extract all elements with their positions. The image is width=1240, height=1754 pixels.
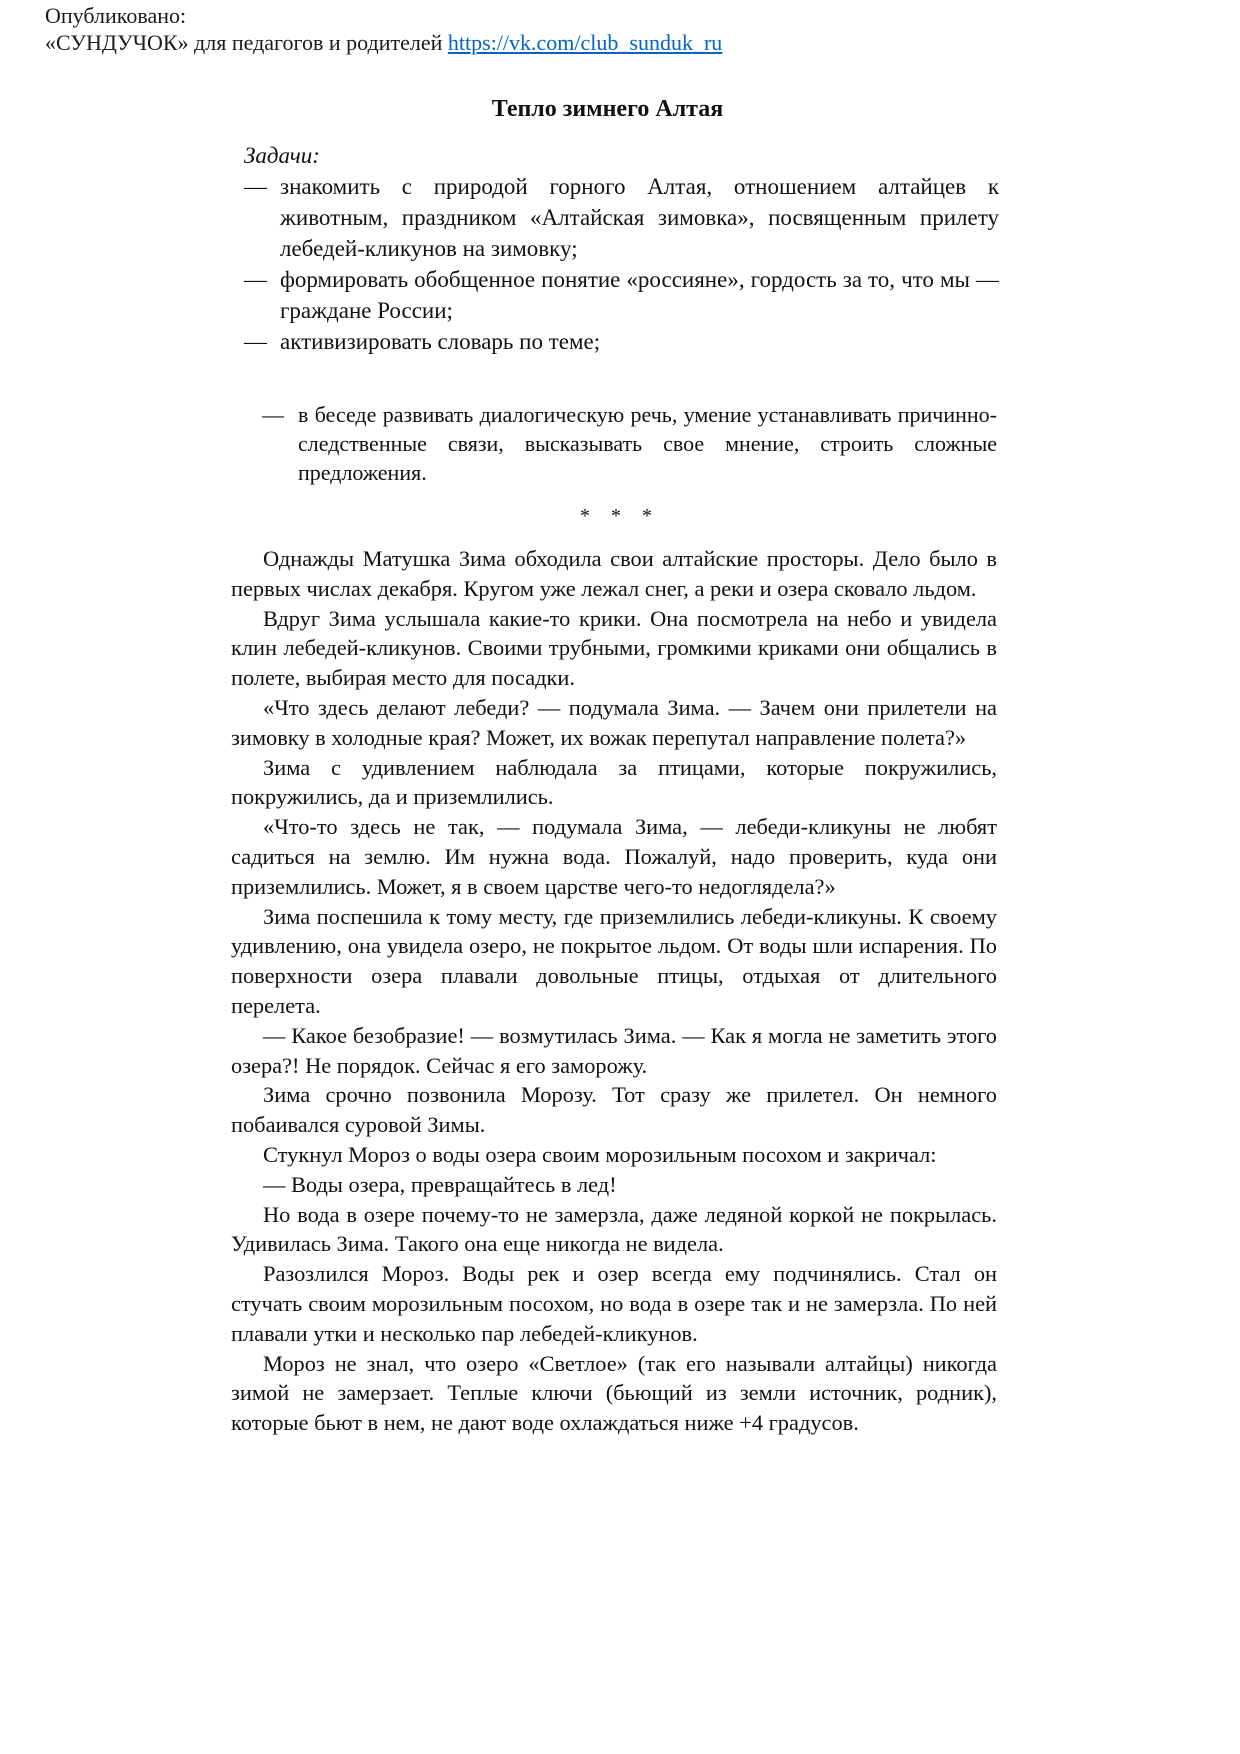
story-text — [231, 544, 997, 1438]
task-item — [244, 326, 999, 357]
task-item — [244, 264, 999, 326]
dash: — — [244, 267, 267, 292]
section-separator: * * * — [580, 505, 660, 527]
task-item — [262, 400, 997, 487]
dash: — — [244, 329, 267, 354]
story-paragraph: — Воды озера, превращайтесь в лед! — [263, 1171, 617, 1197]
task-text: формировать обобщенное понятие «россияне», гордость за то, что мы — граждане России; — [280, 267, 999, 323]
story-paragraph: «Что-то здесь не так, — подумала Зима, — лебеди-кликуны не любят садиться на землю. Им нужна вода. Пожалуй, надо проверить, куда они приземлились. Может, я в своем царстве чего-то недоглядела?» — [231, 814, 997, 899]
published-label: Опубликовано: — [45, 3, 187, 28]
publisher-line — [45, 29, 722, 56]
task-text: знакомить с природой горного Алтая, отношением алтайцев к животным, праздником «Алтайская зимовка», посвященным прилету лебедей-кликунов на зимовку; — [280, 174, 999, 261]
story-paragraph: Стукнул Мороз о воды озера своим морозильным посохом и закричал: — [263, 1141, 937, 1167]
publication-header — [45, 2, 722, 56]
task-text: в беседе развивать диалогическую речь, умение устанавливать причинно-следственные связи, высказывать свое мнение, строить сложные предложения. — [298, 402, 997, 485]
story-paragraph: Но вода в озере почему-то не замерзла, даже ледяной коркой не покрылась. Удивилась Зима. Такого она еще никогда не видела. — [231, 1201, 997, 1257]
story-paragraph: Зима срочно позвонила Морозу. Тот сразу же прилетел. Он немного побаивался суровой Зимы. — [231, 1082, 997, 1138]
story-paragraph: — Какое безобразие! — возмутилась Зима. — Как я могла не заметить этого озера?! Не порядок. Сейчас я его заморожу. — [231, 1022, 997, 1078]
tasks-heading: Задачи: — [244, 143, 320, 168]
story-paragraph: Однажды Матушка Зима обходила свои алтайские просторы. Дело было в первых числах декабря. Кругом уже лежал снег, а реки и озера сковало льдом. — [231, 546, 997, 601]
page-title: Тепло зимнего Алтая — [491, 96, 724, 122]
publisher-name: «СУНДУЧОК» для педагогов и родителей — [45, 30, 448, 55]
task-text: активизировать словарь по теме; — [280, 329, 601, 354]
dash: — — [244, 174, 267, 199]
story-paragraph: «Что здесь делают лебеди? — подумала Зима. — Зачем они прилетели на зимовку в холодные края? Может, их вожак перепутал направление полета?» — [231, 694, 997, 750]
dash: — — [262, 402, 284, 427]
vk-group-link[interactable]: https://vk.com/club_sunduk_ru — [447, 30, 723, 55]
story-paragraph: Разозлился Мороз. Воды рек и озер всегда ему подчинялись. Стал он стучать своим морозильным посохом, но вода в озере так и не замерзла. По ней плавали утки и несколько пар лебедей-кликунов. — [231, 1261, 997, 1346]
story-paragraph: Зима поспешила к тому месту, где приземлились лебеди-кликуны. К своему удивлению, она увидела озеро, не покрытое льдом. От воды шли испарения. По поверхности озера плавали довольные птицы, отдыхая от длительного перелета. — [231, 903, 997, 1018]
tasks-section — [244, 141, 999, 357]
story-paragraph: Вдруг Зима услышала какие-то крики. Она посмотрела на небо и увидела клин лебедей-кликунов. Своими трубными, громкими криками они общались в полете, выбирая место для посадки. — [231, 605, 997, 691]
story-paragraph: Зима с удивлением наблюдала за птицами, которые покружились, покружились, да и приземлились. — [231, 754, 997, 810]
story-paragraph: Мороз не знал, что озеро «Светлое» (так его называли алтайцы) никогда зимой не замерзает. Теплые ключи (бьющий из земли источник, родник), которые бьют в нем, не дают воде охлаждаться ниже +4 градусов. — [231, 1350, 997, 1436]
task-item — [244, 171, 999, 264]
